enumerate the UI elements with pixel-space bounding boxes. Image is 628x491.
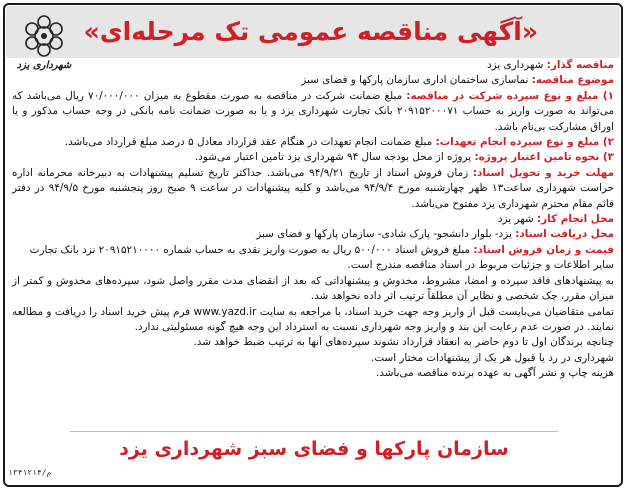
- documents-location-line: [12, 227, 614, 242]
- performance-bond-label: ۲) مبلغ و نوع سپرده انجام تعهدات:: [435, 136, 614, 149]
- footer-organization: سازمان پارکها و فضای سبز شهرداری یزد: [119, 438, 509, 460]
- deposit-line: [12, 89, 614, 135]
- notice-body: [12, 58, 614, 382]
- discretion-line: شهرداری در رد یا قبول هر یک از پیشنهادات مختار است.: [371, 351, 614, 364]
- work-location-value: شهر یزد: [497, 213, 538, 226]
- publication-cost-line: هزینه چاپ و نشر آگهی به عهده برنده مناقصه می‌باشد.: [375, 367, 614, 380]
- documents-price-value: مبلغ فروش اسناد ۵۰۰/۰۰۰ ریال به صورت واریز نقدی به حساب شماره ۲۰۹۱۵۲۱۰۰۰۰ نزد بانک تجارت: [29, 243, 474, 256]
- documents-location-value: یزد- بلوار دانشجو- پارک شادی- سازمان پارکها و فضای سبز: [256, 228, 516, 241]
- winners-line: چنانچه برندگان اول تا دوم حاضر به انعقاد قرارداد نشوند سپرده‌های آنها به ترتیب ضبط خواهد شد.: [193, 336, 614, 349]
- subject-line: [12, 73, 614, 88]
- invalid-bids-line: به پیشنهادهای فاقد سپرده و امضا، مشروط، مخدوش و پیشنهاداتی که بعد از انقضای مدت مقرر واصل شود، سپرده‌های مخدوش و کمتر از میزان مقرر، چک شخصی و نظایر آن مطلقاً ترتیب اثر داده نخواهد شد.: [12, 274, 614, 303]
- notice-title: «آگهی مناقصه عمومی تک مرحله‌ای»: [83, 17, 538, 46]
- performance-bond-line: [12, 135, 614, 150]
- footer-divider: [70, 431, 558, 432]
- documents-location-label: محل دریافت اسناد:: [515, 228, 614, 241]
- performance-bond-value: مبلغ ضمانت انجام تعهدات در هنگام عقد قرارداد معادل ۵ درصد مبلغ قرارداد می‌باشد.: [64, 136, 436, 149]
- documents-price-label: قیمت و زمان فروش اسناد:: [473, 243, 614, 256]
- other-info-line: سایر اطلاعات و جزئیات مربوط در اسناد مناقصه مندرج است.: [347, 259, 614, 272]
- tenderer-label: مناقصه گذار:: [546, 59, 614, 71]
- work-location-line: [12, 212, 614, 227]
- deposit-label: ۱) مبلغ و نوع سپرده شرکت در مناقصه:: [406, 89, 615, 102]
- funding-label: ۳) نحوه تامین اعتبار پروژه:: [474, 151, 614, 164]
- subject-value: نماسازی ساختمان اداری سازمان پارکها و فضای سبز: [301, 74, 532, 87]
- documents-price-line: [12, 243, 614, 258]
- work-location-label: محل انجام کار:: [537, 213, 614, 226]
- website-line: تمامی متقاضیان می‌بایست قبل از واریز وجه جهت خرید اسناد، با مراجعه به سایت www.yazd.ir فرم پیش خرید اسناد را دریافت و مطالعه نمایند. در صورت عدم رعایت این بند و واریز وجه شهرداری نسبت به استرداد این وجه هیچ گونه مسئولیتی ندارد.: [12, 305, 615, 333]
- deadline-line: [12, 166, 614, 212]
- subject-label: موضوع مناقصه:: [531, 74, 614, 87]
- logo-caption: شهرداری یزد: [16, 60, 72, 71]
- deadline-value: زمان فروش اسناد از تاریخ ۹۴/۹/۲۱ می‌باشد. حداکثر تاریخ تسلیم پیشنهادات به دبیرخانه محرمانه اداره حراست شهرداری ساعت۱۳ ظهر چهارشنبه مورخ ۹۴/۹/۴ می‌باشد و کلیه پیشنهادات در ساعت ۹ صبح روز پنجشنبه مورخ ۹۴/۹/۵ در دفتر قائم مقام محترم شهرداری یزد مفتوح می‌باشد.: [12, 166, 614, 210]
- deadline-label: مهلت خرید و تحویل اسناد:: [472, 166, 615, 179]
- tenderer-value: شهرداری یزد: [486, 59, 547, 71]
- funding-value: پروژه از محل بودجه سال ۹۴ شهرداری یزد تامین اعتبار می‌شود.: [194, 151, 475, 164]
- tenderer-line: [12, 58, 614, 73]
- deposit-value: مبلغ ضمانت شرکت در مناقصه به صورت مقطوع به میزان ۷۰/۰۰۰/۰۰۰ ریال می‌باشد که می‌تواند به صورت واریز به حساب ۲۰۹۱۵۲۰۰۰۷۱ بانک تجارت شهرداری یزد و یا به صورت ضمانت نامه بانکی در وجه حساب مذکور و یا اوراق مشارکت بی‌نام باشد.: [12, 89, 615, 133]
- notice-code: ۱۳۴۱۲۱۴/م: [8, 468, 52, 477]
- funding-line: [12, 150, 614, 165]
